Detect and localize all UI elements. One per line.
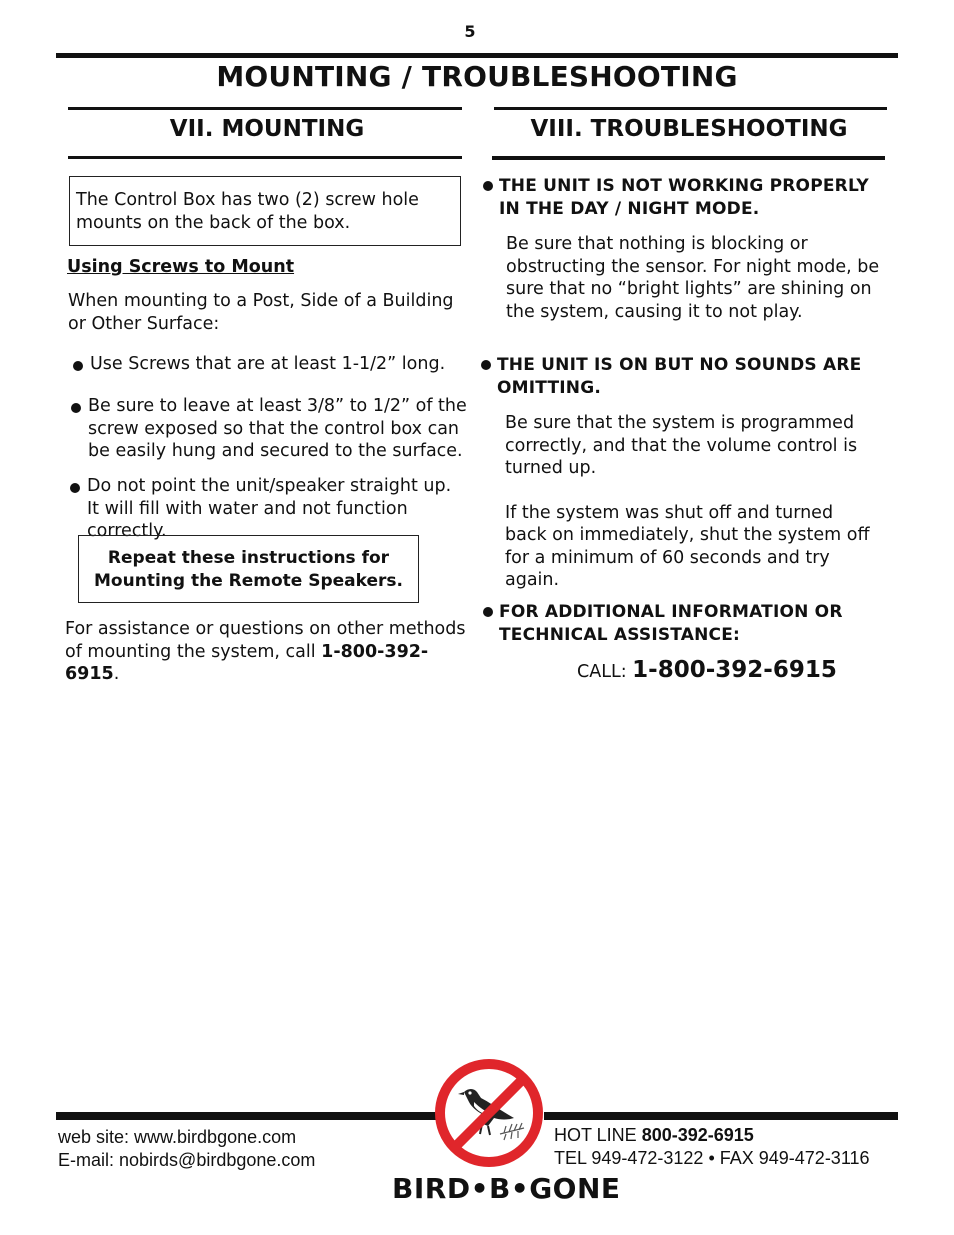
troubleshooting-heading: VIII. TROUBLESHOOTING	[530, 116, 848, 142]
troubleshooting-rule-top	[494, 107, 887, 110]
no-bird-icon	[434, 1058, 544, 1168]
page-number: 5	[464, 22, 476, 41]
assistance-text	[65, 618, 467, 686]
assistance-phone[interactable]: 1-800-392-6915	[65, 641, 429, 684]
mounting-bullet-text: Be sure to leave at least 3/8” to 1/2” of the screw exposed so that the control box can be easily hung and secured to the surface.	[88, 396, 467, 461]
mounting-bullet-1	[72, 353, 464, 376]
footer-rule-right	[544, 1112, 898, 1120]
mounting-rule-top	[68, 107, 462, 110]
repeat-instructions-box	[78, 535, 419, 603]
hotline-label: HOT LINE	[554, 1125, 642, 1145]
hotline-number[interactable]: 800-392-6915	[641, 1125, 754, 1145]
trouble-item-paragraph: Be sure that the system is programmed correctly, and that the volume control is turned up.	[505, 413, 858, 478]
mounting-bullet-3	[69, 475, 463, 543]
page-title: MOUNTING / TROUBLESHOOTING	[216, 60, 738, 93]
bullet-dot-icon	[483, 181, 493, 191]
brand-name: BIRD•B•GONE	[392, 1172, 621, 1205]
call-phone[interactable]: 1-800-392-6915	[632, 657, 837, 683]
trouble-item-3	[481, 601, 881, 646]
bullet-dot-icon	[483, 607, 493, 617]
trouble-item-title: FOR ADDITIONAL INFORMATION OR TECHNICAL ASSISTANCE:	[499, 602, 843, 645]
control-box-note	[69, 176, 461, 246]
footer-hotline	[554, 1124, 754, 1147]
mounting-bullet-text: Use Screws that are at least 1-1/2” long.	[90, 354, 446, 374]
trouble-item-title: THE UNIT IS NOT WORKING PROPERLY IN THE DAY / NIGHT MODE.	[499, 176, 869, 219]
mounting-heading: VII. MOUNTING	[169, 116, 365, 142]
assistance-text-end: .	[113, 664, 120, 684]
call-label: CALL:	[577, 662, 633, 682]
top-rule	[56, 53, 898, 58]
trouble-item-paragraph: Be sure that nothing is blocking or obstructing the sensor. For night mode, be sure that no “bright lights” are shining on the system, causing it to not play.	[506, 234, 880, 322]
troubleshooting-rule-bottom	[492, 156, 885, 160]
assistance-text-body: For assistance or questions on other methods of mounting the system, call	[65, 619, 466, 662]
control-box-note-text: The Control Box has two (2) screw hole mounts on the back of the box.	[76, 190, 419, 233]
call-line	[577, 657, 837, 683]
bullet-dot-icon	[481, 360, 491, 370]
mounting-intro: When mounting to a Post, Side of a Building or Other Surface:	[68, 291, 454, 334]
footer-website[interactable]: web site: www.birdbgone.com	[58, 1127, 297, 1147]
footer-tel-fax: TEL 949-472-3122 • FAX 949-472-3116	[554, 1148, 870, 1168]
footer-email[interactable]: E-mail: nobirds@birdbgone.com	[58, 1150, 316, 1170]
trouble-item-1	[481, 175, 881, 323]
bullet-dot-icon	[73, 361, 83, 371]
footer-rule-left	[56, 1112, 438, 1120]
trouble-item-title: THE UNIT IS ON BUT NO SOUNDS ARE OMITTING.	[497, 355, 862, 398]
repeat-instructions-text: Repeat these instructions for Mounting the Remote Speakers.	[94, 548, 403, 591]
mounting-rule-bottom	[68, 156, 462, 159]
bullet-dot-icon	[71, 403, 81, 413]
mounting-bullet-2	[70, 395, 468, 463]
trouble-item-paragraph: If the system was shut off and turned back on immediately, shut the system off for a minimum of 60 seconds and try again.	[505, 502, 870, 590]
screws-subheading: Using Screws to Mount	[67, 257, 295, 277]
mounting-bullet-text: Do not point the unit/speaker straight up. It will fill with water and not function correctly.	[87, 476, 452, 541]
bullet-dot-icon	[70, 483, 80, 493]
trouble-item-2	[479, 354, 879, 592]
